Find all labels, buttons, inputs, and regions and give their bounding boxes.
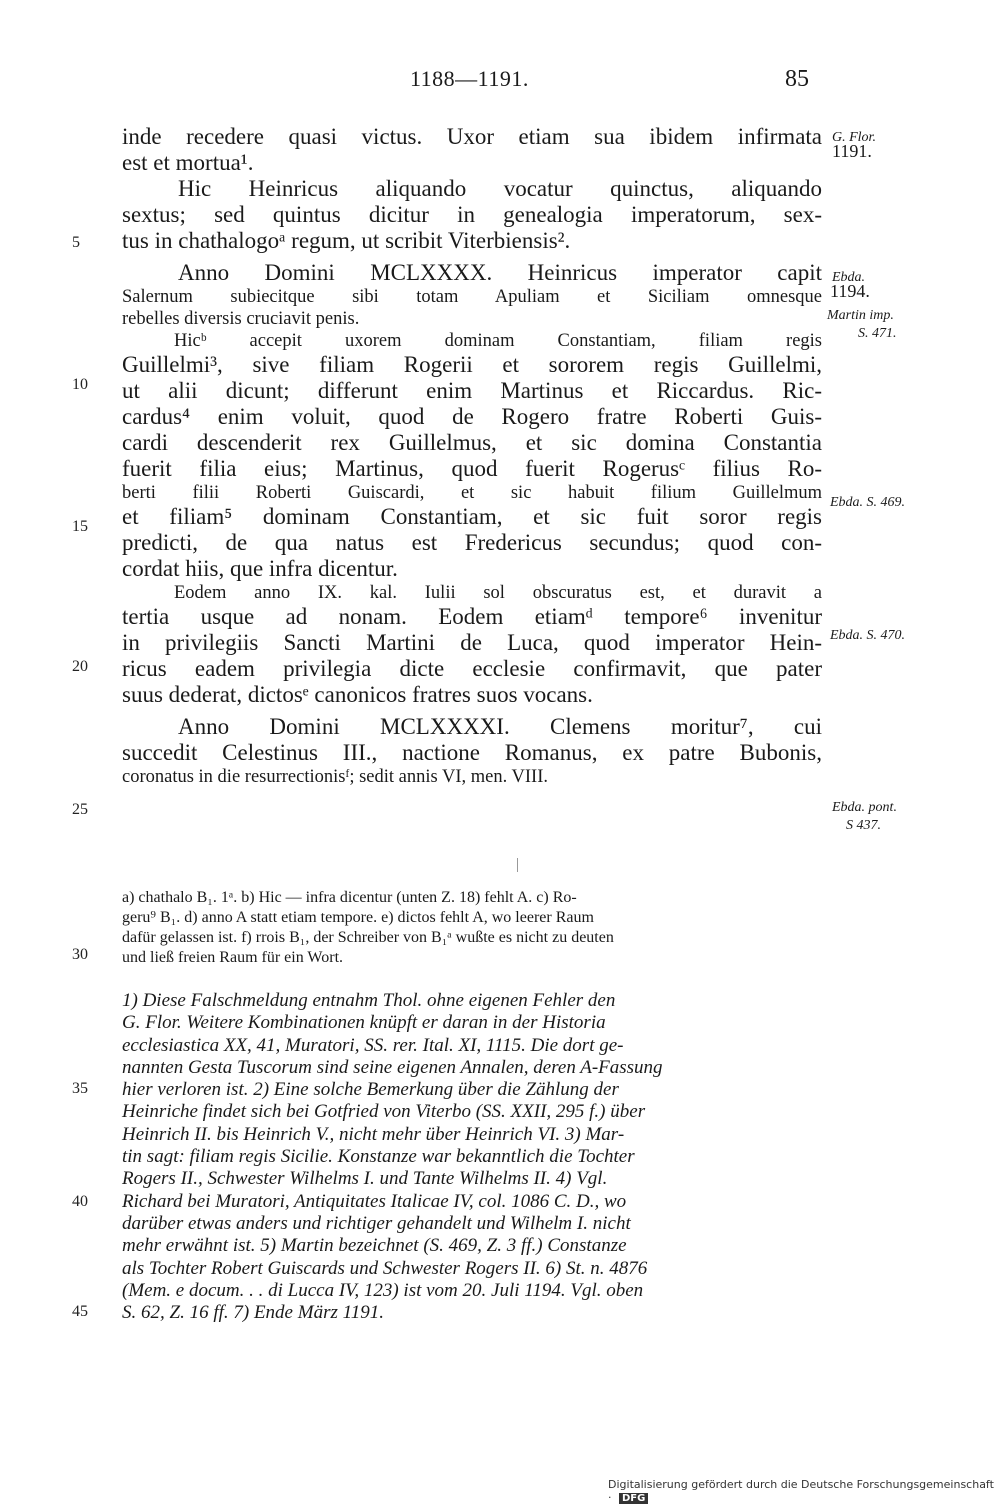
- footnote-line: hier verloren ist. 2) Eine solche Bemerkung über die Zählung der: [122, 1079, 619, 1101]
- footnote-line: Heinriche findet sich bei Gotfried von Viterbo (SS. XXII, 295 f.) über: [122, 1101, 646, 1123]
- body-line: succedit Celestinus III., nactione Romanus, ex patre Bubonis,: [122, 740, 822, 765]
- footnote-line: nannten Gesta Tuscorum sind seine eigenen Annalen, deren A-Fassung: [122, 1056, 663, 1078]
- footnote-line: mehr erwähnt ist. 5) Martin bezeichnet (S. 469, Z. 3 ff.) Constanze: [122, 1235, 627, 1257]
- body-line: inde recedere quasi victus. Uxor etiam sua ibidem infirmata: [122, 124, 822, 149]
- footnote-line: Heinrich II. bis Heinrich V., nicht mehr über Heinrich VI. 3) Mar-: [122, 1123, 625, 1145]
- body-line: Anno Domini MCLXXXX. Heinricus imperator capit: [178, 260, 822, 285]
- body-line: Anno Domini MCLXXXXI. Clemens moritur⁷, cui: [178, 714, 822, 739]
- dfg-credit-text: Digitalisierung gefördert durch die Deutsche Forschungsgemeinschaft ·: [608, 1478, 994, 1504]
- footnote-line: als Tochter Robert Guiscards und Schwester Rogers II. 6) St. n. 4876: [122, 1257, 648, 1279]
- body-line: et filiam⁵ dominam Constantiam, et sic fuit soror regis: [122, 504, 822, 529]
- footnote-line: ecclesiastica XX, 41, Muratori, SS. rer. Ital. XI, 1115. Die dort ge-: [122, 1034, 624, 1056]
- side-note: Ebda. pont.: [832, 800, 897, 815]
- running-title-years: 1188—1191.: [410, 66, 529, 91]
- body-line: cardus⁴ enim voluit, quod de Rogero fratre Roberti Guis-: [122, 404, 822, 429]
- footnote-line: S. 62, Z. 16 ff. 7) Ende März 1191.: [122, 1302, 384, 1324]
- footnote-line: tin sagt: filiam regis Sicilie. Konstanze war bekanntlich die Tochter: [122, 1146, 635, 1168]
- body-line: coronatus in die resurrectionisᶠ; sedit annis VI, men. VIII.: [122, 767, 549, 787]
- body-line: tus in chathalogoᵃ regum, ut scribit Viterbiensis².: [122, 228, 571, 253]
- body-line: Hic Heinricus aliquando vocatur quinctus, aliquando: [178, 176, 822, 201]
- textual-apparatus: [122, 888, 822, 968]
- footnote-line: darüber etwas anders und richtiger gehandelt und Wilhelm I. nicht: [122, 1212, 631, 1234]
- line-number: 15: [72, 518, 88, 535]
- running-header: [0, 66, 1000, 96]
- dfg-credit: [608, 1478, 1000, 1504]
- apparatus-line: geru⁹ B₁. d) anno A statt etiam tempore. e) dictos fehlt A, wo leerer Raum: [122, 909, 594, 926]
- footnotes: [122, 990, 822, 1324]
- body-line: Salernum subiecitque sibi totam Apuliam et Siciliam omnesque: [122, 287, 822, 307]
- apparatus-line: dafür gelassen ist. f) rrois B₁, der Schreiber von B₁ᵃ wußte es nicht zu deuten: [122, 929, 614, 946]
- body-line: cardi descenderit rex Guillelmus, et sic domina Constantia: [122, 430, 822, 455]
- line-number: 20: [72, 658, 88, 675]
- body-line: cordat hiis, que infra dicentur.: [122, 556, 398, 581]
- footnote-line: Richard bei Muratori, Antiquitates Italicae IV, col. 1086 C. D., wo: [122, 1190, 627, 1212]
- side-note: S. 471.: [858, 326, 897, 341]
- page-number: 85: [785, 66, 809, 92]
- body-line: tertia usque ad nonam. Eodem etiamᵈ tempore⁶ invenitur: [122, 604, 822, 629]
- apparatus-line: und ließ freien Raum für ein Wort.: [122, 949, 344, 966]
- side-note: 1194.: [830, 281, 870, 301]
- side-note: S 437.: [846, 818, 881, 833]
- line-number: 10: [72, 376, 88, 393]
- line-number: 35: [72, 1080, 88, 1097]
- body-line: suus dederat, dictosᵉ canonicos fratres suos vocans.: [122, 682, 593, 707]
- divider: [517, 858, 518, 872]
- body-line: Guillelmi³, sive filiam Rogerii et sororem regis Guillelmi,: [122, 352, 822, 377]
- line-number: 40: [72, 1193, 88, 1210]
- footnote-line: G. Flor. Weitere Kombinationen knüpft er daran in der Historia: [122, 1012, 606, 1034]
- side-note: G. Flor.: [832, 130, 876, 145]
- apparatus-line: a) chathalo B₁. 1ᵃ. b) Hic — infra dicentur (unten Z. 18) fehlt A. c) Ro-: [122, 889, 577, 906]
- body-line: fuerit filia eius; Martinus, quod fuerit Rogerusᶜ filius Ro-: [122, 456, 822, 481]
- body-line: est et mortua¹.: [122, 150, 254, 175]
- side-note: Ebda. S. 469.: [830, 495, 906, 510]
- side-note: 1191.: [832, 141, 872, 161]
- line-number: 45: [72, 1303, 88, 1320]
- body-line: sextus; sed quintus dicitur in genealogia imperatorum, sex-: [122, 202, 822, 227]
- body-line: Eodem anno IX. kal. Iulii sol obscuratus est, et duravit a: [174, 583, 822, 603]
- line-number: 5: [72, 234, 80, 251]
- body-line: predicti, de qua natus est Fredericus secundus; quod con-: [122, 530, 822, 555]
- line-number: 30: [72, 946, 88, 963]
- footnote-line: (Mem. e docum. . . di Lucca IV, 123) ist vom 20. Juli 1194. Vgl. oben: [122, 1279, 644, 1301]
- side-note: Ebda. S. 470.: [830, 628, 906, 643]
- body-line: ut alii dicunt; differunt enim Martinus et Riccardus. Ric-: [122, 378, 822, 403]
- main-text: [122, 124, 822, 788]
- body-line: berti filii Roberti Guiscardi, et sic habuit filium Guillelmum: [122, 483, 822, 503]
- side-note: Ebda.: [832, 270, 866, 285]
- body-line: ricus eadem privilegia dicte ecclesie confirmavit, que pater: [122, 656, 822, 681]
- line-number: 25: [72, 801, 88, 818]
- body-line: in privilegiis Sancti Martini de Luca, quod imperator Hein-: [122, 630, 822, 655]
- dfg-logo: DFG: [619, 1493, 648, 1504]
- footnote-line: Rogers II., Schwester Wilhelms I. und Tante Wilhelms II. 4) Vgl.: [122, 1168, 608, 1190]
- footnote-line: 1) Diese Falschmeldung entnahm Thol. ohne eigenen Fehler den: [122, 990, 616, 1011]
- body-line: rebelles diversis cruciavit penis.: [122, 309, 360, 329]
- body-line: Hicᵇ accepit uxorem dominam Constantiam, filiam regis: [174, 331, 822, 351]
- side-note: Martin imp.: [827, 308, 894, 323]
